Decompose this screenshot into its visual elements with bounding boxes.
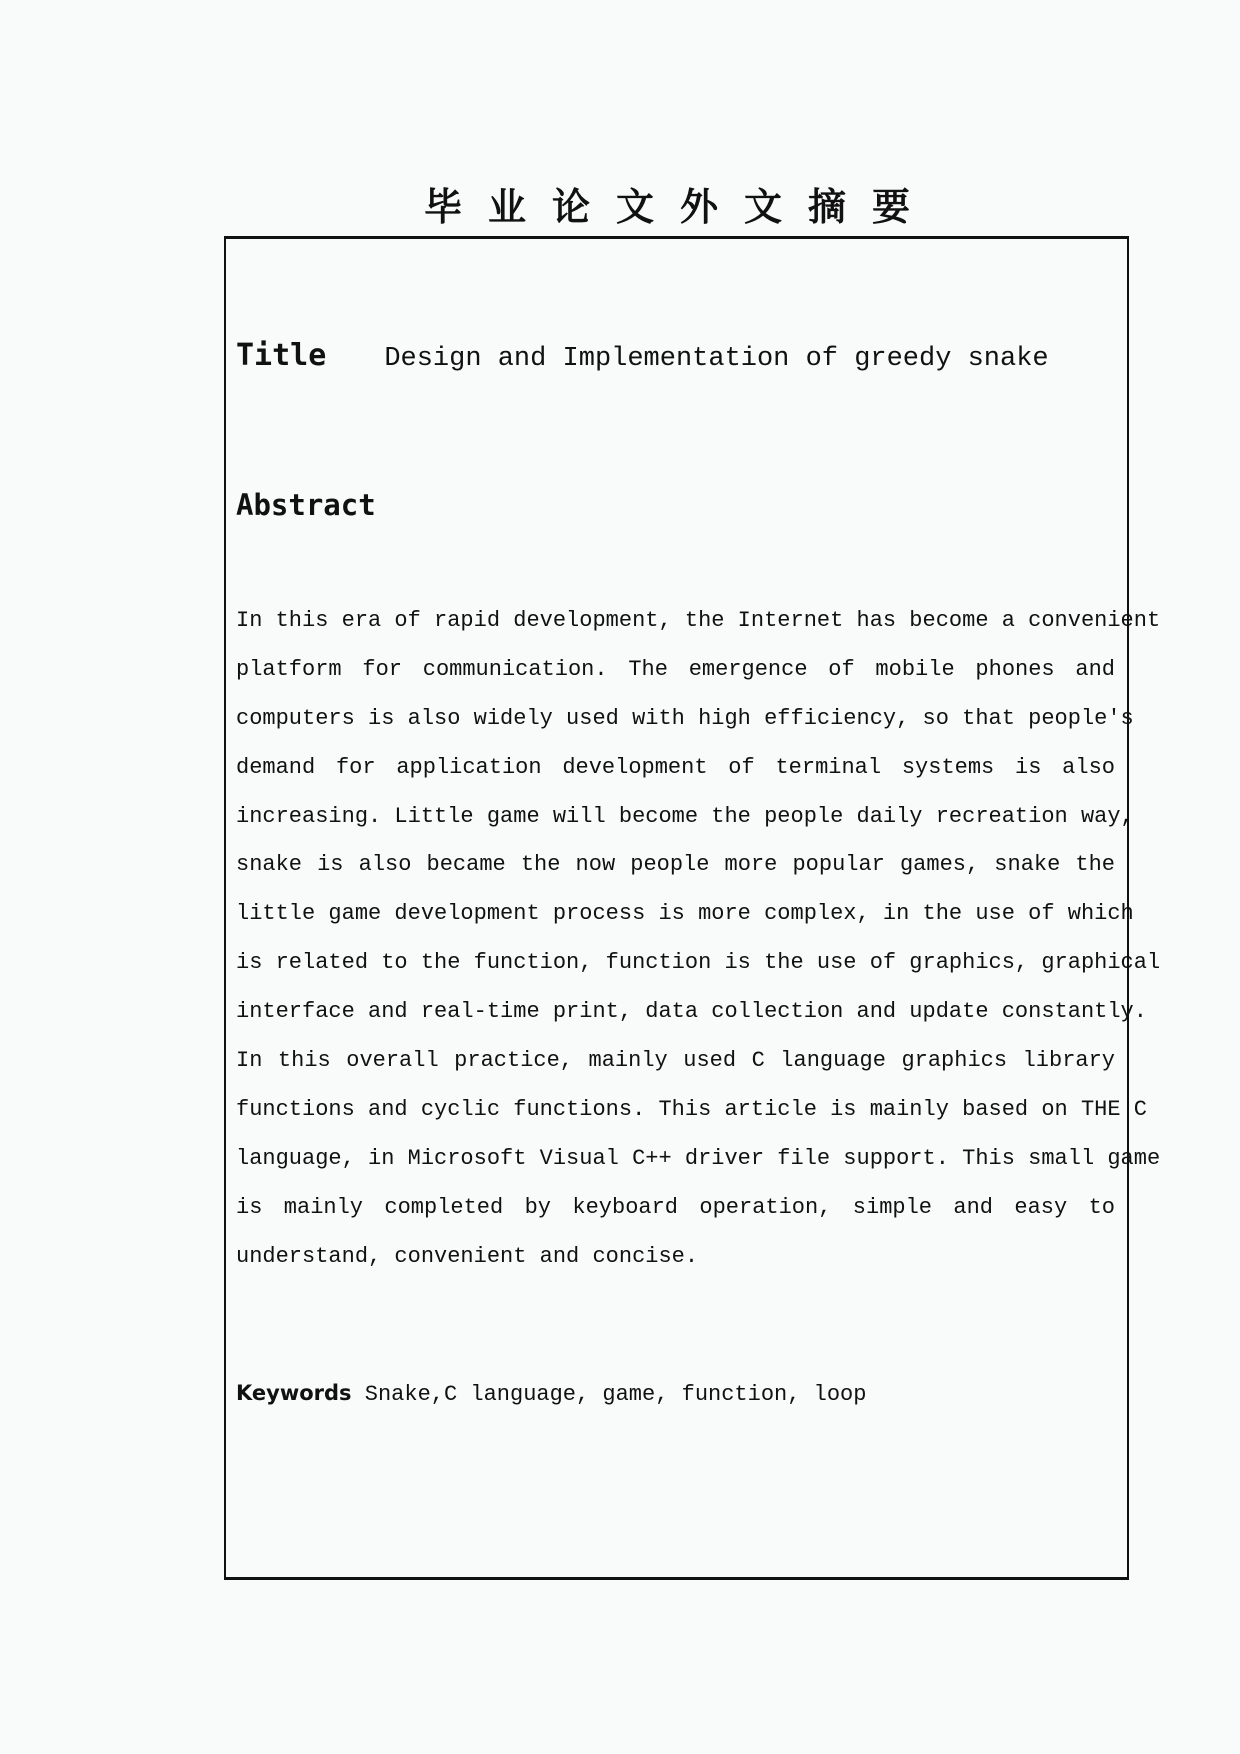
abstract-line: little game development process is more complex, in the use of which [236, 901, 1134, 927]
abstract-line: demand for application development of terminal systems is also [236, 754, 1115, 780]
page-heading: 毕业论文外文摘要 [423, 185, 936, 229]
abstract-line: snake is also became the now people more popular games, snake the [236, 852, 1115, 878]
abstract-line: language, in Microsoft Visual C++ driver file support. This small game [236, 1145, 1161, 1171]
abstract-heading: Abstract [236, 488, 376, 522]
abstract-line: In this overall practice, mainly used C language graphics library [236, 1048, 1115, 1074]
abstract-line: functions and cyclic functions. This article is mainly based on THE C [236, 1096, 1147, 1122]
abstract-line: platform for communication. The emergence of mobile phones and [236, 656, 1115, 682]
abstract-line: In this era of rapid development, the Internet has become a convenient [236, 608, 1161, 633]
keywords-label: Keywords [236, 1381, 352, 1405]
keywords-text: Snake,C language, game, function, loop [364, 1382, 867, 1407]
abstract-body [236, 605, 1161, 1289]
abstract-line: increasing. Little game will become the people daily recreation way, [236, 803, 1134, 829]
thesis-title: Design and Implementation of greedy snake [384, 344, 1049, 374]
title-row [236, 338, 1049, 374]
keywords-row [236, 1381, 866, 1407]
title-label: Title [236, 338, 327, 373]
abstract-line: understand, convenient and concise. [236, 1243, 699, 1269]
abstract-line: is mainly completed by keyboard operation, simple and easy to [236, 1194, 1115, 1220]
abstract-line: computers is also widely used with high efficiency, so that people's [236, 705, 1134, 731]
abstract-line: interface and real-time print, data collection and update constantly. [236, 999, 1147, 1025]
abstract-line: is related to the function, function is the use of graphics, graphical [236, 950, 1161, 976]
